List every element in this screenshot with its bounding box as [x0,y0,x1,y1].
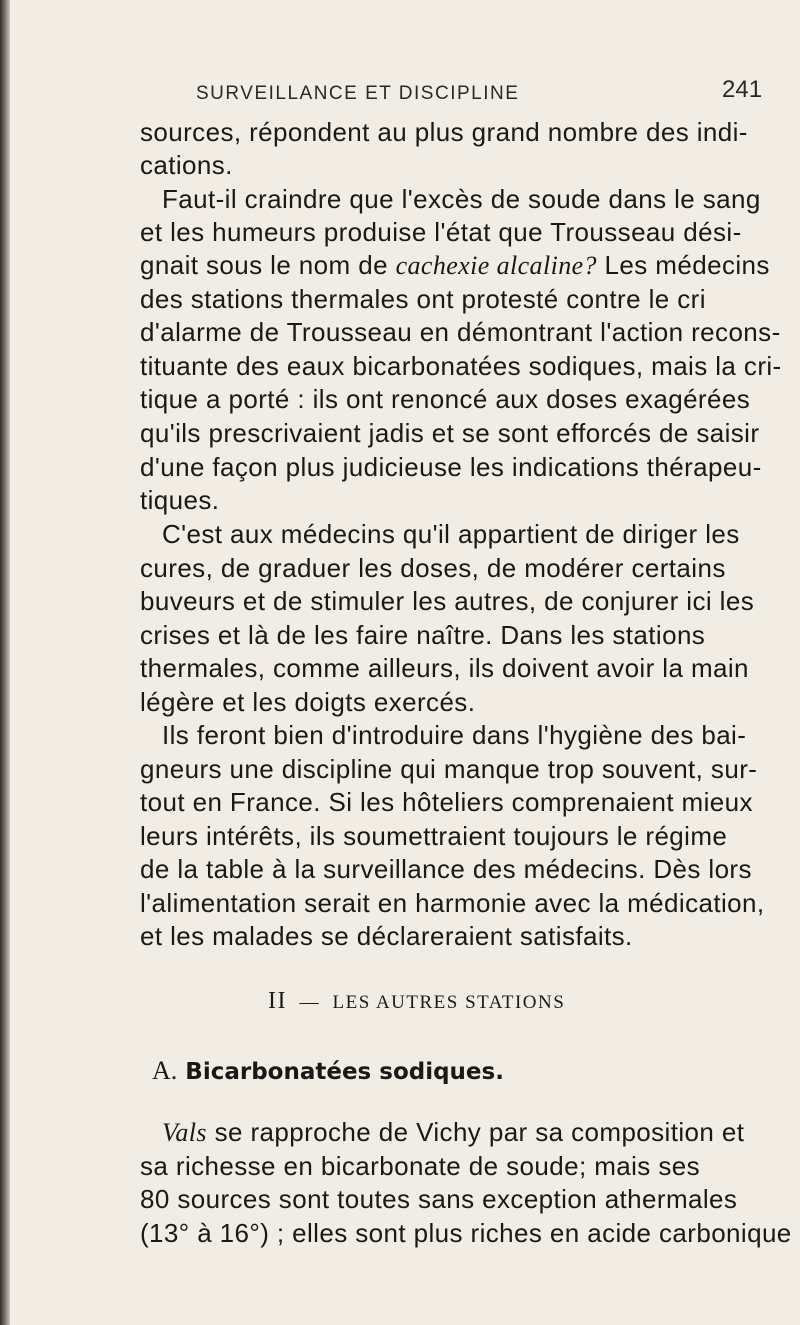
text-line-with-italic [162,1117,744,1148]
text-line: crises et là de les faire naître. Dans les stations [140,620,706,650]
text-line: thermales, comme ailleurs, ils doivent avoir la main [140,653,749,683]
text-span: Les médecins [596,250,770,280]
text-line: cures, de graduer les doses, de modérer certains [140,553,726,583]
book-binding-shadow [0,0,10,1325]
text-line: Faut-il craindre que l'excès de soude dans le sang [162,184,761,214]
text-line: et les humeurs produise l'état que Trousseau dési- [140,217,742,247]
running-head: SURVEILLANCE ET DISCIPLINE [196,83,520,104]
text-line: légère et les doigts exercés. [140,687,476,717]
text-line: Ils feront bien d'introduire dans l'hygiène des bai- [162,720,747,750]
italic-term: Vals [162,1118,207,1147]
text-line: l'alimentation serait en harmonie avec la médication, [140,888,765,918]
text-line: tout en France. Si les hôteliers comprenaient mieux [140,787,753,817]
text-line: de la table à la surveillance des médecins. Dès lors [140,854,752,884]
text-line: tituante des eaux bicarbonatées sodiques, mais la cri- [140,351,782,381]
text-line: gneurs une discipline qui manque trop souvent, sur- [140,754,758,784]
text-line: tique a porté : ils ont renoncé aux doses exagérées [140,384,751,414]
text-line: des stations thermales ont protesté contre le cri [140,284,706,314]
section-title: LES AUTRES STATIONS [332,992,566,1013]
text-line: 80 sources sont toutes sans exception athermales [140,1184,738,1214]
italic-term: cachexie alcaline? [395,251,597,280]
section-heading [268,988,565,1015]
section-dash: — [299,992,320,1013]
text-span: se rapproche de Vichy par sa composition et [206,1117,745,1147]
text-line: d'une façon plus judicieuse les indications thérapeu- [140,452,762,482]
page-number: 241 [722,76,763,103]
text-line: d'alarme de Trousseau en démontrant l'action recons- [140,317,781,347]
text-span: gnait sous le nom de [140,250,396,280]
text-line: cations. [140,150,233,180]
text-line: sa richesse en bicarbonate de soude; mais ses [140,1151,700,1181]
text-line: tiques. [140,485,220,515]
subsection-heading [152,1056,504,1086]
text-line: qu'ils prescrivaient jadis et se sont efforcés de saisir [140,418,760,448]
text-line-with-italic [140,250,770,281]
subsection-title: Bicarbonatées sodiques. [185,1059,504,1085]
text-line: et les malades se déclareraient satisfaits. [140,921,633,951]
section-number: II [268,988,287,1014]
text-line: C'est aux médecins qu'il appartient de diriger les [162,519,740,549]
text-line: sources, répondent au plus grand nombre des indi- [140,117,748,147]
text-line: (13° à 16°) ; elles sont plus riches en acide carbonique [140,1218,792,1248]
subsection-letter: A. [152,1056,178,1085]
text-line: buveurs et de stimuler les autres, de conjurer ici les [140,586,755,616]
text-line: leurs intérêts, ils soumettraient toujours le régime [140,821,728,851]
